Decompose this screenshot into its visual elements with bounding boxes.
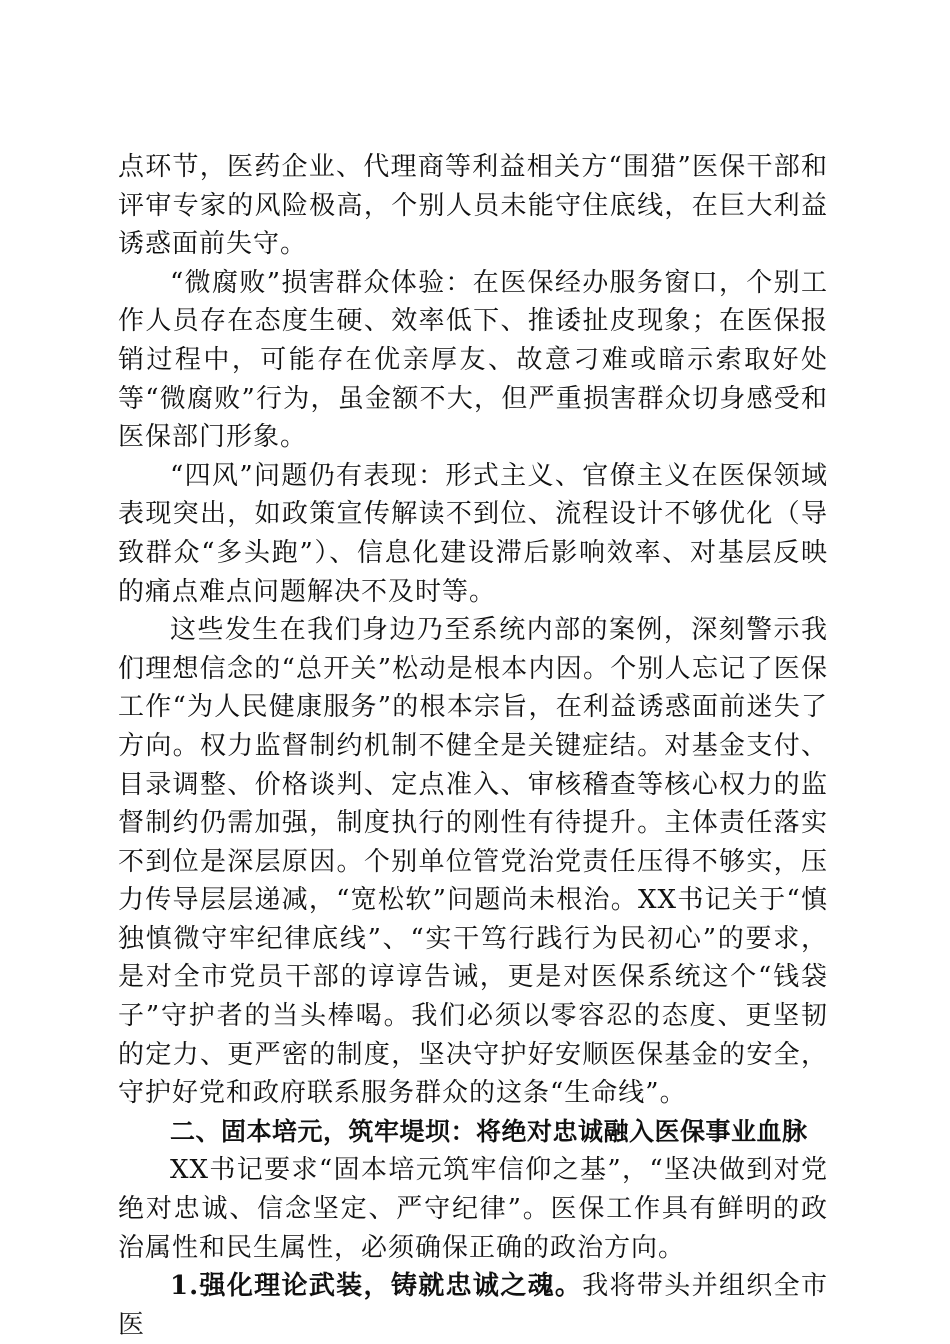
- subheading-theory-armament: 1.强化理论武装，铸就忠诚之魂。: [170, 1271, 583, 1302]
- paragraph-warning-analysis: 这些发生在我们身边乃至系统内部的案例，深刻警示我们理想信念的“总开关”松动是根本内因。个别人忘记了医保工作“为人民健康服务”的根本宗旨，在利益诱惑面前迷失了方向。权力监督制约机制不健全是关键症结。对基金支付、目录调整、价格谈判、定点准入、审核稽查等核心权力的监督制约仍需加强，制度执行的刚性有待提升。主体责任落实不到位是深层原因。个别单位管党治党责任压得不够实，压力传导层层递减，“宽松软”问题尚未根治。XX书记关于“慎独慎微守牢纪律底线”、“实干笃行践行为民初心”的要求，是对全市党员干部的谆谆告诫，更是对医保系统这个“钱袋子”守护者的当头棒喝。我们必须以零容忍的态度、更坚韧的定力、更严密的制度，坚决守护好安顺医保基金的安全，守护好党和政府联系服务群众的这条“生命线”。: [118, 615, 828, 1109]
- paragraph-four-winds: “四风”问题仍有表现：形式主义、官僚主义在医保领域表现突出，如政策宣传解读不到位、流程设计不够优化（导致群众“多头跑”）、信息化建设滞后影响效率、对基层反映的痛点难点问题解决不及时等。: [118, 460, 828, 607]
- paragraph-theory-armament-text: 我将带头并组织全市医: [118, 1271, 828, 1340]
- paragraph-micro-corruption: “微腐败”损害群众体验：在医保经办服务窗口，个别工作人员存在态度生硬、效率低下、推诿扯皮现象；在医保报销过程中，可能存在优亲厚友、故意刁难或暗示索取好处等“微腐败”行为，虽金额不大，但严重损害群众切身感受和医保部门形象。: [118, 267, 828, 453]
- paragraph-continuation: 点环节，医药企业、代理商等利益相关方“围猎”医保干部和评审专家的风险极高，个别人员未能守住底线，在巨大利益诱惑面前失守。: [118, 152, 828, 260]
- paragraph-theory-armament: [118, 1267, 828, 1344]
- paragraph-secretary-requirement: XX书记要求“固本培元筑牢信仰之基”，“坚决做到对党绝对忠诚、信念坚定、严守纪律”。医保工作具有鲜明的政治属性和民生属性，必须确保正确的政治方向。: [118, 1155, 828, 1263]
- section-heading-two: 二、固本培元，筑牢堤坝：将绝对忠诚融入医保事业血脉: [170, 1116, 808, 1146]
- document-body: [118, 148, 828, 1344]
